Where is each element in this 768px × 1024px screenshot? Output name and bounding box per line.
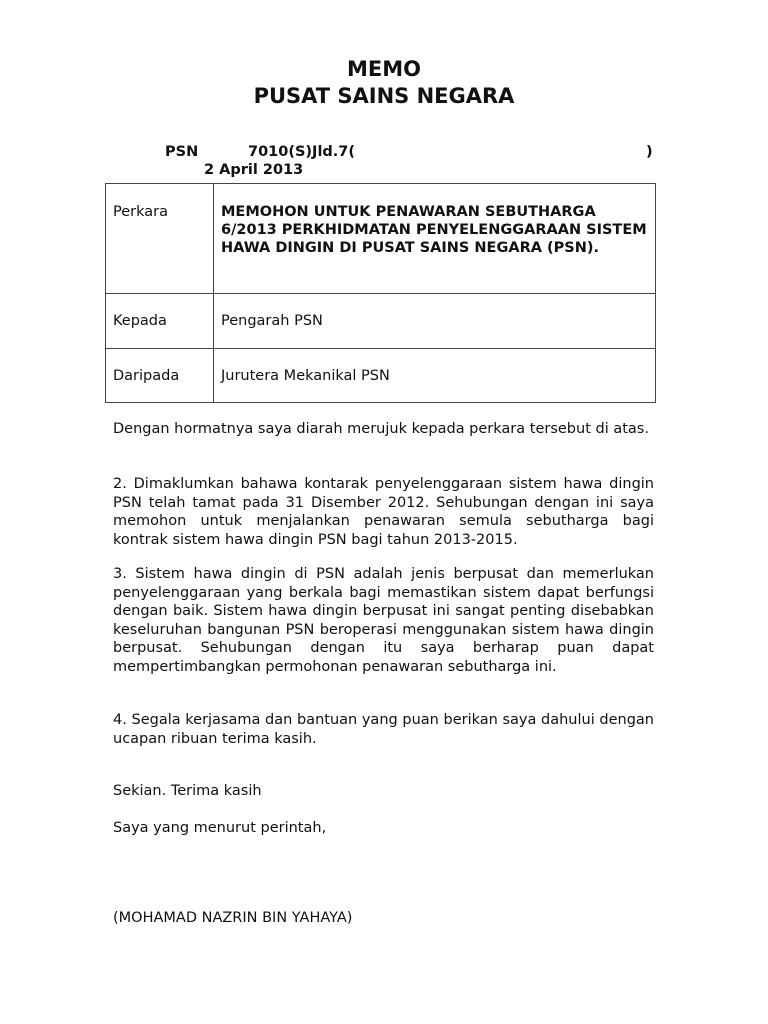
daripada-row <box>106 349 656 403</box>
daripada-value: Jurutera Mekanikal PSN <box>214 349 656 403</box>
kepada-row <box>106 294 656 349</box>
closing-text: Sekian. Terima kasih <box>113 783 262 799</box>
paragraph-3: 3. Sistem hawa dingin di PSN adalah jenis berpusat dan memerlukan penyelenggaraan yang berkala bagi memastikan sistem dapat berfungsi dengan baik. Sistem hawa dingin berpusat ini sangat penting disebabkan keseluruhan bangunan PSN beroperasi menggunakan sistem hawa dingin berpusat. Sehubungan dengan itu saya berharap puan dapat mempertimbangkan permohonan penawaran sebutharga ini. <box>113 566 654 675</box>
memo-date: 2 April 2013 <box>204 162 304 178</box>
kepada-value: Pengarah PSN <box>214 294 656 349</box>
reference-number: 7010(S)Jld.7( <box>248 144 356 160</box>
daripada-label: Daripada <box>106 349 214 403</box>
paragraph-4: 4. Segala kerjasama dan bantuan yang puan berikan saya dahului dengan ucapan ribuan terima kasih. <box>113 712 654 747</box>
perkara-label: Perkara <box>106 184 214 294</box>
memo-info-table <box>105 183 656 403</box>
signatory-name: (MOHAMAD NAZRIN BIN YAHAYA) <box>113 910 353 926</box>
paragraph-intro: Dengan hormatnya saya diarah merujuk kepada perkara tersebut di atas. <box>113 421 649 437</box>
reference-prefix: PSN <box>165 144 199 160</box>
reference-close: ) <box>646 144 653 160</box>
paragraph-2: 2. Dimaklumkan bahawa kontarak penyelenggaraan sistem hawa dingin PSN telah tamat pada 31 Disember 2012. Sehubungan dengan ini saya memohon untuk menjalankan penawaran semula sebutharga bagi kontrak sistem hawa dingin PSN bagi tahun 2013-2015. <box>113 476 654 548</box>
sign-off-text: Saya yang menurut perintah, <box>113 820 327 836</box>
memo-title: MEMO <box>347 57 421 81</box>
perkara-value: MEMOHON UNTUK PENAWARAN SEBUTHARGA 6/2013 PERKHIDMATAN PENYELENGGARAAN SISTEM HAWA DINGIN DI PUSAT SAINS NEGARA (PSN). <box>214 184 656 294</box>
perkara-row <box>106 184 656 294</box>
kepada-label: Kepada <box>106 294 214 349</box>
organization-title: PUSAT SAINS NEGARA <box>253 84 515 108</box>
